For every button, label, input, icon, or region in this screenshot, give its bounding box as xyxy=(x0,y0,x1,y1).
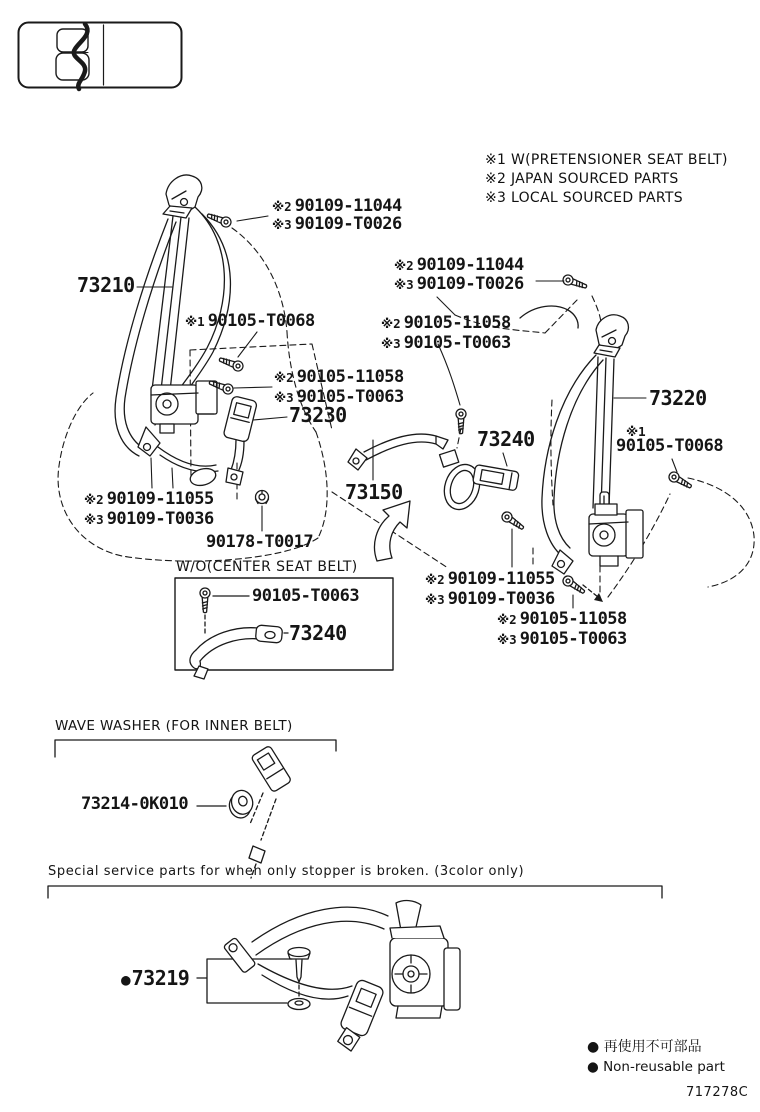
label-part-73230: 73230 xyxy=(289,403,347,427)
label-anchor-right-jp: ※2 90105-11058 xyxy=(381,313,511,333)
label-bolt-lower-right-jp: ※2 90109-11055 xyxy=(425,569,555,589)
label-bolt-lower-left-local: ※3 90109-T0036 xyxy=(84,509,214,529)
wave-washer-heading: WAVE WASHER (FOR INNER BELT) xyxy=(55,718,293,734)
label-part-73220: 73220 xyxy=(649,386,707,410)
doc-code: 717278C xyxy=(686,1085,749,1100)
label-part-73150: 73150 xyxy=(345,480,403,504)
non-reusable-bullet-icon: ● xyxy=(121,970,131,989)
label-anchor-bot-jp: ※2 90105-11058 xyxy=(497,609,627,629)
buckle-73230-strap xyxy=(226,440,244,485)
footnote-nonreusable-jp: ● 再使用不可部品 xyxy=(587,1039,702,1055)
label-bolt-lower-right-local: ※3 90109-T0036 xyxy=(425,589,555,609)
label-anchor-left: ※1 90105-T0068 xyxy=(185,311,315,331)
seatbelt-thumbnail-icon xyxy=(19,23,182,90)
stopper-pin-icon xyxy=(288,948,310,983)
legend-local-sourced: ※3 LOCAL SOURCED PARTS xyxy=(485,190,683,206)
label-bolt-lower-left-jp: ※2 90109-11055 xyxy=(84,489,214,509)
center-belt-73150 xyxy=(348,434,448,470)
label-bolt-top-left-local: ※3 90109-T0026 xyxy=(272,214,402,234)
footnote-nonreusable-en: ● Non-reusable part xyxy=(587,1059,725,1075)
label-anchor-mid-local: ※3 90105-T0063 xyxy=(274,387,404,407)
label-anchor-bot-local: ※3 90105-T0063 xyxy=(497,629,627,649)
buckle-73240-center xyxy=(439,450,519,514)
label-bolt-top-right-jp: ※2 90109-11044 xyxy=(394,255,524,275)
label-wo-bolt: 90105-T0063 xyxy=(252,586,360,606)
buckle-73230 xyxy=(223,396,257,443)
label-anchor-mid-jp: ※2 90105-11058 xyxy=(274,367,404,387)
label-bolt-top-right-local: ※3 90109-T0026 xyxy=(394,274,524,294)
label-anchor-73220-note: ※1 xyxy=(626,424,646,439)
label-part-73210: 73210 xyxy=(77,273,135,297)
label-nut-90178: 90178-T0017 xyxy=(206,532,314,552)
label-part-73240: 73240 xyxy=(477,427,535,451)
wo-center-heading: W/O(CENTER SEAT BELT) xyxy=(176,559,358,575)
legend-pretensioner: ※1 W(PRETENSIONER SEAT BELT) xyxy=(485,152,728,168)
legend-japan-sourced: ※2 JAPAN SOURCED PARTS xyxy=(485,171,679,187)
special-belt-drawing xyxy=(223,901,460,1055)
left-belt-assembly xyxy=(115,175,230,488)
label-bolt-top-left-jp: ※2 90109-11044 xyxy=(272,196,402,216)
label-wo-part-73240: 73240 xyxy=(289,621,347,645)
label-anchor-right-local: ※3 90105-T0063 xyxy=(381,333,511,353)
label-anchor-73220: 90105-T0068 xyxy=(616,436,724,456)
special-service-heading: Special service parts for when only stopper is broken. (3color only) xyxy=(48,864,525,879)
washer-icon xyxy=(288,999,310,1010)
label-part-73219: ●73219 xyxy=(121,966,190,990)
curved-arrow xyxy=(374,501,410,561)
label-part-73214: 73214-0K010 xyxy=(81,794,189,814)
